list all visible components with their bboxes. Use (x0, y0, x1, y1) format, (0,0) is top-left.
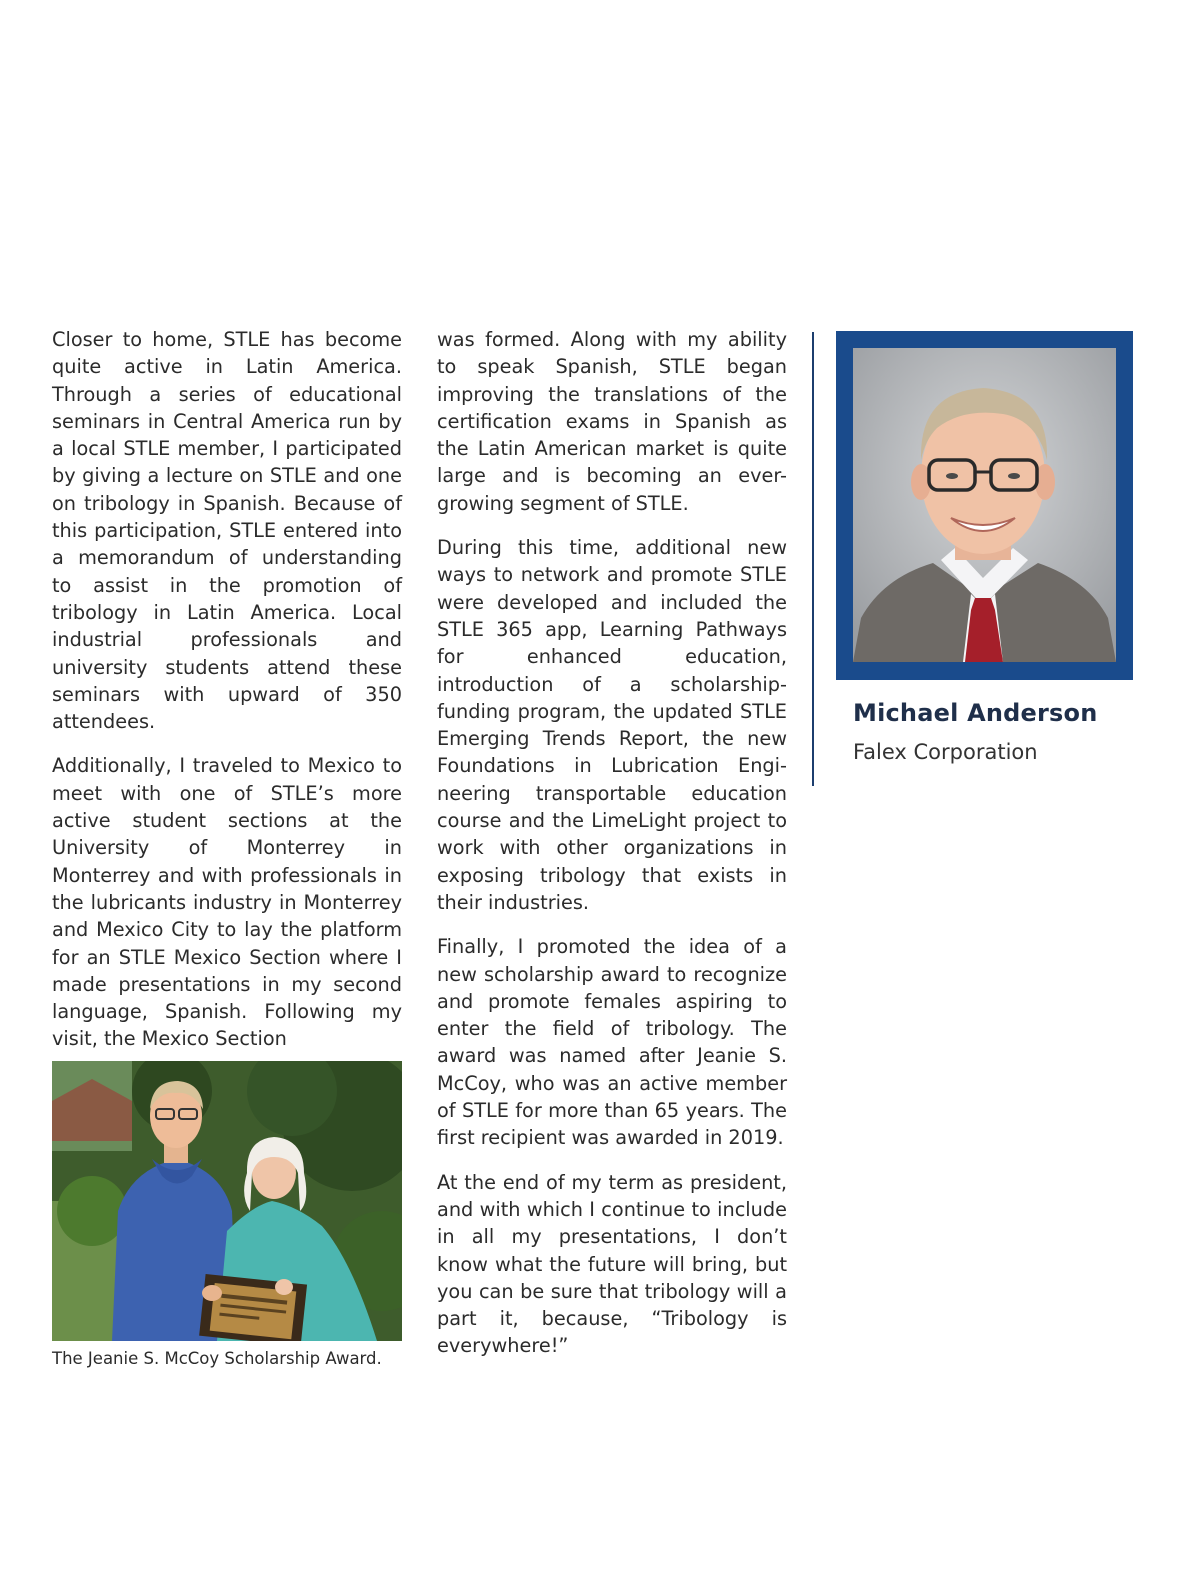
column-divider (812, 332, 814, 786)
photo-caption: The Jeanie S. McCoy Scholarship Award. (52, 1348, 382, 1368)
article-column-2 (437, 326, 787, 1377)
article-paragraph: was formed. Along with my ability to speak Spanish, STLE began improving the translations of the certification exams in Spanish as the Latin American market is quite large and is becoming an ever-growing segment of STLE. (437, 328, 787, 515)
article-paragraph: Closer to home, STLE has become quite active in Latin America. Through a series of educational seminars in Central America run by a local STLE member, I participated by giving a lecture on STLE and one on tribology in Spanish. Because of this participation, STLE entered into a memorandum of understanding to assist in the promotion of tribology in Latin America. Local industrial professionals and university students attend these seminars with upward of 350 attendees. (52, 328, 402, 734)
author-organization: Falex Corporation (853, 740, 1038, 764)
article-column-1 (52, 326, 402, 1370)
award-photo (52, 1061, 402, 1341)
author-name: Michael Anderson (853, 699, 1098, 727)
author-portrait (836, 331, 1133, 680)
article-paragraph: At the end of my term as president, and with which I continue to include in all my presentations, I don’t know what the future will bring, but you can be sure that tribology will a part it, because, “Tribology is everywhere!” (437, 1170, 787, 1358)
article-paragraph: Finally, I promoted the idea of a new scholarship award to recognize and promote females aspiring to enter the field of tribology. The award was named after Jeanie S. McCoy, who was an active member of STLE for more than 65 years. The first recipient was awarded in 2019. (437, 935, 787, 1150)
article-paragraph: Additionally, I traveled to Mexico to meet with one of STLE’s more active student sections at the University of Monterrey in Monterrey and with professionals in the lubricants industry in Monterrey and Mexico City to lay the platform for an STLE Mexico Section where I made presentations in my second language, Spanish. Following my visit, the Mexico Section (52, 754, 402, 1051)
article-paragraph: During this time, additional new ways to network and promote STLE were developed and included the STLE 365 app, Learning Pathways for enhanced education, introduction of a scholarship-funding program, the updated STLE Emerging Trends Report, the new Foundations in Lubrication Engineering transportable education course and the LimeLight project to work with other organizations in exposing tribology that exists in their industries. (437, 536, 787, 914)
